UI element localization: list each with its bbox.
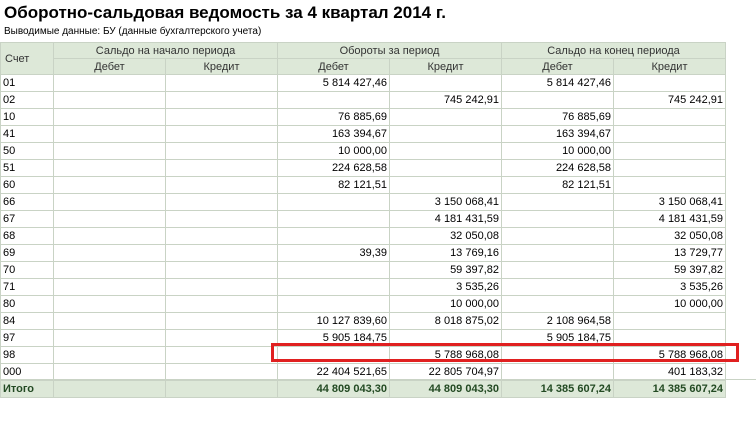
closing-credit-cell: 4 181 431,59 bbox=[614, 211, 726, 228]
closing-credit-cell bbox=[614, 143, 726, 160]
table-row[interactable] bbox=[1, 126, 726, 143]
opening-credit-cell bbox=[166, 296, 278, 313]
closing-debit-cell bbox=[502, 245, 614, 262]
closing-credit-cell bbox=[614, 126, 726, 143]
header-closing-debit[interactable]: Дебет bbox=[502, 59, 614, 75]
turnover-debit-cell bbox=[278, 92, 390, 109]
table-row[interactable] bbox=[1, 313, 726, 330]
turnover-credit-cell: 59 397,82 bbox=[390, 262, 502, 279]
opening-debit-cell bbox=[54, 279, 166, 296]
table-row[interactable] bbox=[1, 177, 726, 194]
opening-credit-cell bbox=[166, 211, 278, 228]
closing-debit-cell bbox=[502, 364, 614, 381]
turnover-credit-cell bbox=[390, 330, 502, 347]
turnover-credit-cell: 10 000,00 bbox=[390, 296, 502, 313]
opening-debit-cell bbox=[54, 364, 166, 381]
opening-debit-cell bbox=[54, 245, 166, 262]
opening-credit-cell bbox=[166, 313, 278, 330]
header-opening-credit[interactable]: Кредит bbox=[166, 59, 278, 75]
table-row[interactable] bbox=[1, 160, 726, 177]
account-cell: 02 bbox=[1, 92, 54, 109]
account-cell: 80 bbox=[1, 296, 54, 313]
opening-credit-cell bbox=[166, 177, 278, 194]
account-cell: 70 bbox=[1, 262, 54, 279]
account-cell: 41 bbox=[1, 126, 54, 143]
closing-debit-cell: 82 121,51 bbox=[502, 177, 614, 194]
opening-debit-cell bbox=[54, 109, 166, 126]
closing-debit-cell bbox=[502, 347, 614, 364]
closing-credit-cell: 10 000,00 bbox=[614, 296, 726, 313]
turnover-debit-cell: 39,39 bbox=[278, 245, 390, 262]
closing-debit-cell: 163 394,67 bbox=[502, 126, 614, 143]
turnover-debit-cell: 10 127 839,60 bbox=[278, 313, 390, 330]
report-subtitle: Выводимые данные: БУ (данные бухгалтерского учета) bbox=[4, 26, 262, 37]
opening-debit-cell bbox=[54, 143, 166, 160]
turnover-debit-cell bbox=[278, 228, 390, 245]
table-row[interactable] bbox=[1, 143, 726, 160]
opening-credit-cell bbox=[166, 245, 278, 262]
table-row[interactable] bbox=[1, 330, 726, 347]
turnover-credit-cell: 745 242,91 bbox=[390, 92, 502, 109]
closing-debit-cell bbox=[502, 194, 614, 211]
header-closing-balance[interactable]: Сальдо на конец периода bbox=[502, 43, 726, 59]
turnover-credit-cell: 5 788 968,08 bbox=[390, 347, 502, 364]
turnover-debit-cell: 82 121,51 bbox=[278, 177, 390, 194]
closing-debit-cell bbox=[502, 279, 614, 296]
total-turnover-credit: 44 809 043,30 bbox=[390, 381, 502, 398]
header-opening-balance[interactable]: Сальдо на начало периода bbox=[54, 43, 278, 59]
account-cell: 69 bbox=[1, 245, 54, 262]
account-cell: 01 bbox=[1, 75, 54, 92]
turnover-debit-cell: 10 000,00 bbox=[278, 143, 390, 160]
table-row[interactable] bbox=[1, 279, 726, 296]
closing-debit-cell: 224 628,58 bbox=[502, 160, 614, 177]
closing-debit-cell: 2 108 964,58 bbox=[502, 313, 614, 330]
table-row[interactable] bbox=[1, 211, 726, 228]
header-row-groups bbox=[1, 43, 726, 59]
turnover-debit-cell bbox=[278, 194, 390, 211]
total-opening-credit bbox=[166, 381, 278, 398]
total-opening-debit bbox=[54, 381, 166, 398]
account-cell: 000 bbox=[1, 364, 54, 381]
opening-credit-cell bbox=[166, 109, 278, 126]
table-row[interactable] bbox=[1, 245, 726, 262]
closing-debit-cell bbox=[502, 92, 614, 109]
table-row[interactable] bbox=[1, 75, 726, 92]
report-title: Оборотно-сальдовая ведомость за 4 квартал 2014 г. bbox=[4, 3, 446, 22]
opening-debit-cell bbox=[54, 211, 166, 228]
opening-debit-cell bbox=[54, 228, 166, 245]
account-cell: 51 bbox=[1, 160, 54, 177]
closing-debit-cell: 5 905 184,75 bbox=[502, 330, 614, 347]
turnover-credit-cell: 32 050,08 bbox=[390, 228, 502, 245]
table-bottom-divider bbox=[0, 379, 756, 380]
total-closing-credit: 14 385 607,24 bbox=[614, 381, 726, 398]
turnover-debit-cell: 5 905 184,75 bbox=[278, 330, 390, 347]
turnover-credit-cell bbox=[390, 126, 502, 143]
closing-credit-cell bbox=[614, 177, 726, 194]
opening-credit-cell bbox=[166, 160, 278, 177]
closing-debit-cell: 5 814 427,46 bbox=[502, 75, 614, 92]
total-label: Итого bbox=[1, 381, 54, 398]
header-account[interactable]: Счет bbox=[1, 43, 54, 75]
turnover-debit-cell bbox=[278, 279, 390, 296]
opening-credit-cell bbox=[166, 194, 278, 211]
opening-debit-cell bbox=[54, 194, 166, 211]
closing-credit-cell bbox=[614, 109, 726, 126]
opening-debit-cell bbox=[54, 92, 166, 109]
closing-debit-cell: 10 000,00 bbox=[502, 143, 614, 160]
opening-credit-cell bbox=[166, 143, 278, 160]
opening-credit-cell bbox=[166, 279, 278, 296]
total-turnover-debit: 44 809 043,30 bbox=[278, 381, 390, 398]
opening-credit-cell bbox=[166, 228, 278, 245]
opening-credit-cell bbox=[166, 262, 278, 279]
closing-credit-cell: 59 397,82 bbox=[614, 262, 726, 279]
closing-credit-cell: 401 183,32 bbox=[614, 364, 726, 381]
opening-debit-cell bbox=[54, 313, 166, 330]
closing-debit-cell bbox=[502, 262, 614, 279]
closing-debit-cell bbox=[502, 296, 614, 313]
closing-debit-cell bbox=[502, 228, 614, 245]
closing-credit-cell: 3 150 068,41 bbox=[614, 194, 726, 211]
closing-credit-cell bbox=[614, 313, 726, 330]
opening-credit-cell bbox=[166, 126, 278, 143]
header-opening-debit[interactable]: Дебет bbox=[54, 59, 166, 75]
opening-debit-cell bbox=[54, 296, 166, 313]
table-row[interactable] bbox=[1, 262, 726, 279]
table-row[interactable] bbox=[1, 228, 726, 245]
table-row[interactable] bbox=[1, 194, 726, 211]
turnover-credit-cell: 22 805 704,97 bbox=[390, 364, 502, 381]
turnover-debit-cell: 5 814 427,46 bbox=[278, 75, 390, 92]
closing-credit-cell: 13 729,77 bbox=[614, 245, 726, 262]
header-turnover-credit[interactable]: Кредит bbox=[390, 59, 502, 75]
turnover-credit-cell: 4 181 431,59 bbox=[390, 211, 502, 228]
account-cell: 60 bbox=[1, 177, 54, 194]
account-cell: 66 bbox=[1, 194, 54, 211]
table-row[interactable] bbox=[1, 92, 726, 109]
header-closing-credit[interactable]: Кредит bbox=[614, 59, 726, 75]
turnover-debit-cell bbox=[278, 347, 390, 364]
opening-debit-cell bbox=[54, 177, 166, 194]
balance-sheet-table bbox=[0, 42, 726, 398]
closing-credit-cell bbox=[614, 330, 726, 347]
opening-debit-cell bbox=[54, 347, 166, 364]
closing-credit-cell bbox=[614, 160, 726, 177]
account-cell: 84 bbox=[1, 313, 54, 330]
opening-credit-cell bbox=[166, 330, 278, 347]
closing-debit-cell: 76 885,69 bbox=[502, 109, 614, 126]
closing-credit-cell: 3 535,26 bbox=[614, 279, 726, 296]
table-row[interactable] bbox=[1, 109, 726, 126]
account-cell: 71 bbox=[1, 279, 54, 296]
turnover-debit-cell: 163 394,67 bbox=[278, 126, 390, 143]
total-row[interactable] bbox=[1, 381, 726, 398]
closing-debit-cell bbox=[502, 211, 614, 228]
turnover-credit-cell: 8 018 875,02 bbox=[390, 313, 502, 330]
opening-credit-cell bbox=[166, 75, 278, 92]
turnover-credit-cell: 3 150 068,41 bbox=[390, 194, 502, 211]
turnover-credit-cell bbox=[390, 177, 502, 194]
closing-credit-cell: 5 788 968,08 bbox=[614, 347, 726, 364]
turnover-debit-cell bbox=[278, 211, 390, 228]
opening-debit-cell bbox=[54, 160, 166, 177]
turnover-credit-cell bbox=[390, 143, 502, 160]
opening-credit-cell bbox=[166, 347, 278, 364]
turnover-debit-cell: 76 885,69 bbox=[278, 109, 390, 126]
table-row[interactable] bbox=[1, 347, 726, 364]
closing-credit-cell bbox=[614, 75, 726, 92]
turnover-credit-cell: 3 535,26 bbox=[390, 279, 502, 296]
opening-debit-cell bbox=[54, 262, 166, 279]
closing-credit-cell: 32 050,08 bbox=[614, 228, 726, 245]
opening-credit-cell bbox=[166, 364, 278, 381]
opening-debit-cell bbox=[54, 330, 166, 347]
account-cell: 68 bbox=[1, 228, 54, 245]
header-row-sub bbox=[1, 59, 726, 75]
turnover-credit-cell bbox=[390, 109, 502, 126]
opening-credit-cell bbox=[166, 92, 278, 109]
turnover-debit-cell bbox=[278, 262, 390, 279]
table-row[interactable] bbox=[1, 364, 726, 381]
turnover-debit-cell bbox=[278, 296, 390, 313]
opening-debit-cell bbox=[54, 126, 166, 143]
turnover-credit-cell: 13 769,16 bbox=[390, 245, 502, 262]
closing-credit-cell: 745 242,91 bbox=[614, 92, 726, 109]
header-turnover[interactable]: Обороты за период bbox=[278, 43, 502, 59]
account-cell: 98 bbox=[1, 347, 54, 364]
table-row[interactable] bbox=[1, 296, 726, 313]
account-cell: 97 bbox=[1, 330, 54, 347]
header-turnover-debit[interactable]: Дебет bbox=[278, 59, 390, 75]
turnover-credit-cell bbox=[390, 75, 502, 92]
turnover-debit-cell: 224 628,58 bbox=[278, 160, 390, 177]
account-cell: 67 bbox=[1, 211, 54, 228]
turnover-credit-cell bbox=[390, 160, 502, 177]
account-cell: 50 bbox=[1, 143, 54, 160]
opening-debit-cell bbox=[54, 75, 166, 92]
account-cell: 10 bbox=[1, 109, 54, 126]
turnover-debit-cell: 22 404 521,65 bbox=[278, 364, 390, 381]
total-closing-debit: 14 385 607,24 bbox=[502, 381, 614, 398]
